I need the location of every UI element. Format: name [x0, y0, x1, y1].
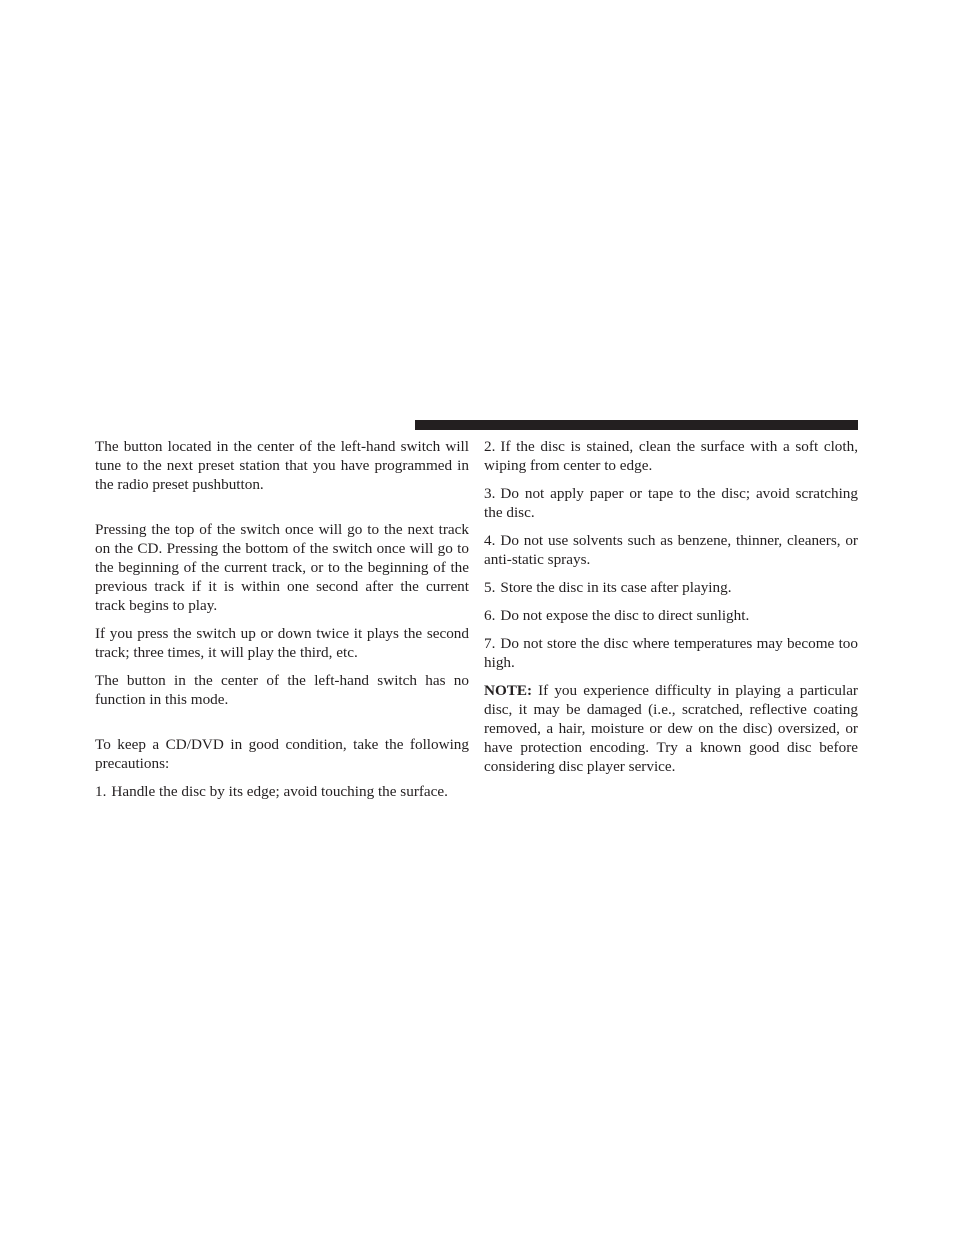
- precaution-number: 5.: [484, 578, 496, 596]
- precaution-number: 4.: [484, 531, 496, 549]
- note-paragraph: [484, 682, 858, 776]
- precaution-item-4: [484, 532, 858, 570]
- precaution-number: 1.: [95, 783, 107, 801]
- note-text: If you experience difficulty in playing a particular disc, it may be damaged (i.e., scratched, reflective coating removed, a hair, moisture or dew on the disc) oversized, or have protection encoding. Try a known good disc before considering disc player service.: [484, 682, 858, 775]
- precaution-item-6: [484, 607, 858, 626]
- precaution-item-3: [484, 485, 858, 523]
- switch-twice-paragraph: If you press the switch up or down twice it plays the second track; three times, it will play the third, etc.: [95, 624, 469, 661]
- precaution-item-2: [484, 438, 858, 476]
- precaution-text: Do not use solvents such as benzene, thinner, cleaners, or anti-static sprays.: [484, 531, 858, 568]
- preset-button-paragraph: The button located in the center of the left-hand switch will tune to the next preset station that you have programmed in the radio preset pushbutton.: [95, 438, 469, 493]
- center-button-paragraph: The button in the center of the left-hand switch has no function in this mode.: [95, 671, 469, 708]
- precaution-text: Store the disc in its case after playing.: [500, 578, 732, 596]
- precaution-text: Do not store the disc where temperatures may become too high.: [484, 635, 858, 672]
- right-column: [484, 438, 858, 776]
- precaution-text: Handle the disc by its edge; avoid touching the surface.: [111, 783, 448, 801]
- precaution-item-5: [484, 579, 858, 598]
- precaution-number: 7.: [484, 635, 496, 653]
- precaution-text: If the disc is stained, clean the surface with a soft cloth, wiping from center to edge.: [484, 438, 858, 474]
- precaution-number: 2.: [484, 438, 496, 455]
- section-header-bar: [415, 420, 858, 430]
- cd-track-switch-paragraph: Pressing the top of the switch once will go to the next track on the CD. Pressing the bottom of the switch once will go to the beginning of the current track, or to the beginning of the previous track if it is within one second after the current track begins to play.: [95, 521, 469, 614]
- precaution-text: Do not apply paper or tape to the disc; avoid scratching the disc.: [484, 484, 858, 521]
- precaution-item-1: [95, 783, 469, 802]
- disc-care-intro-paragraph: To keep a CD/DVD in good condition, take the following precautions:: [95, 736, 469, 773]
- precaution-item-7: [484, 635, 858, 673]
- precaution-number: 6.: [484, 607, 496, 625]
- precaution-text: Do not expose the disc to direct sunlight.: [500, 607, 750, 625]
- left-column: [95, 438, 469, 802]
- precaution-number: 3.: [484, 484, 496, 502]
- note-label: NOTE:: [484, 682, 533, 700]
